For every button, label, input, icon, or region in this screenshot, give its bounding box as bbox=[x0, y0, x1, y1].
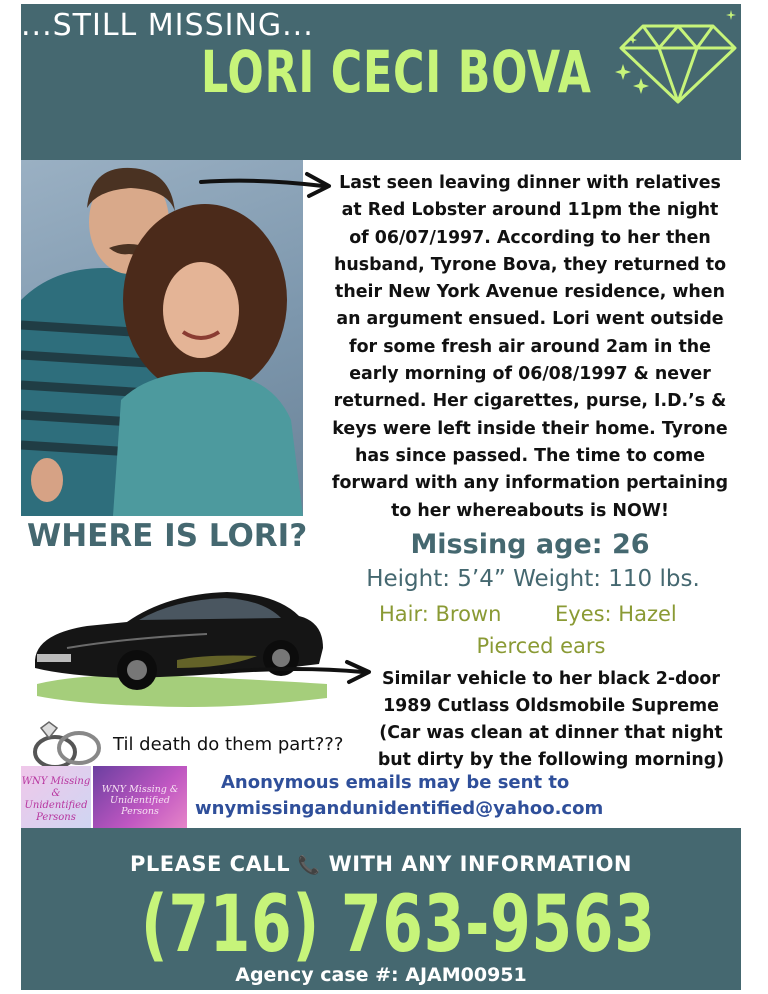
wny-logo-alt-text: WNY Missing & Unidentified Persons bbox=[101, 784, 179, 817]
anonymous-email-note: Anonymous emails may be sent to bbox=[221, 772, 570, 793]
wny-logo bbox=[21, 766, 91, 828]
phone-icon: 📞 bbox=[297, 855, 321, 876]
missing-poster bbox=[21, 4, 741, 990]
with-info-text: WITH ANY INFORMATION bbox=[328, 852, 632, 876]
agency-case-number: Agency case #: AJAM00951 bbox=[235, 964, 527, 986]
phone-number[interactable]: (716) 763-9563 bbox=[141, 880, 656, 970]
contact-email-link[interactable]: wnymissingandunidentified@yahoo.com bbox=[195, 798, 604, 819]
til-death-caption: Til death do them part??? bbox=[113, 734, 344, 755]
arrow-icon bbox=[217, 656, 377, 686]
hair-color: Hair: Brown bbox=[379, 602, 502, 626]
footer-banner bbox=[21, 828, 741, 990]
please-call-text: PLEASE CALL bbox=[130, 852, 291, 876]
header-banner bbox=[21, 4, 741, 160]
couple-photo bbox=[21, 160, 303, 516]
please-call-line bbox=[21, 852, 741, 876]
disappearance-description: Last seen leaving dinner with relatives at Red Lobster around 11pm the night of 06/07/1997. According to her then husband, Tyrone Bova, they returned to their New York Avenue residence, when an argument ensued. Lori went outside for some fresh air around 2am in the early morning of 06/08/1997 & never returned. Her cigarettes, purse, I.D.’s & keys were left inside their home. Tyrone has since passed. The time to come forward with any information pertaining to her whereabouts is NOW! bbox=[331, 173, 729, 521]
wny-logo-text: WNY Missing & Unidentified Persons bbox=[21, 776, 91, 823]
car-image bbox=[27, 564, 337, 714]
still-missing-heading: ...STILL MISSING... bbox=[21, 8, 314, 43]
where-is-lori-heading: WHERE IS LORI? bbox=[27, 518, 308, 554]
vehicle-description: Similar vehicle to her black 2-door 1989 Cutlass Oldsmobile Supreme (Car was clean at dinner that night but dirty by the following morning) bbox=[377, 669, 725, 770]
diamond-icon bbox=[613, 6, 743, 106]
missing-person-name: LORI CECI BOVA bbox=[201, 38, 592, 106]
pierced-ears: Pierced ears bbox=[476, 634, 606, 658]
wny-logo-alt bbox=[93, 766, 187, 828]
missing-age: Missing age: 26 bbox=[410, 529, 650, 560]
arrow-icon bbox=[197, 166, 337, 202]
couple-photo-illustration bbox=[21, 160, 303, 516]
height-weight: Height: 5’4” Weight: 110 lbs. bbox=[366, 566, 700, 592]
eye-color: Eyes: Hazel bbox=[555, 602, 677, 626]
